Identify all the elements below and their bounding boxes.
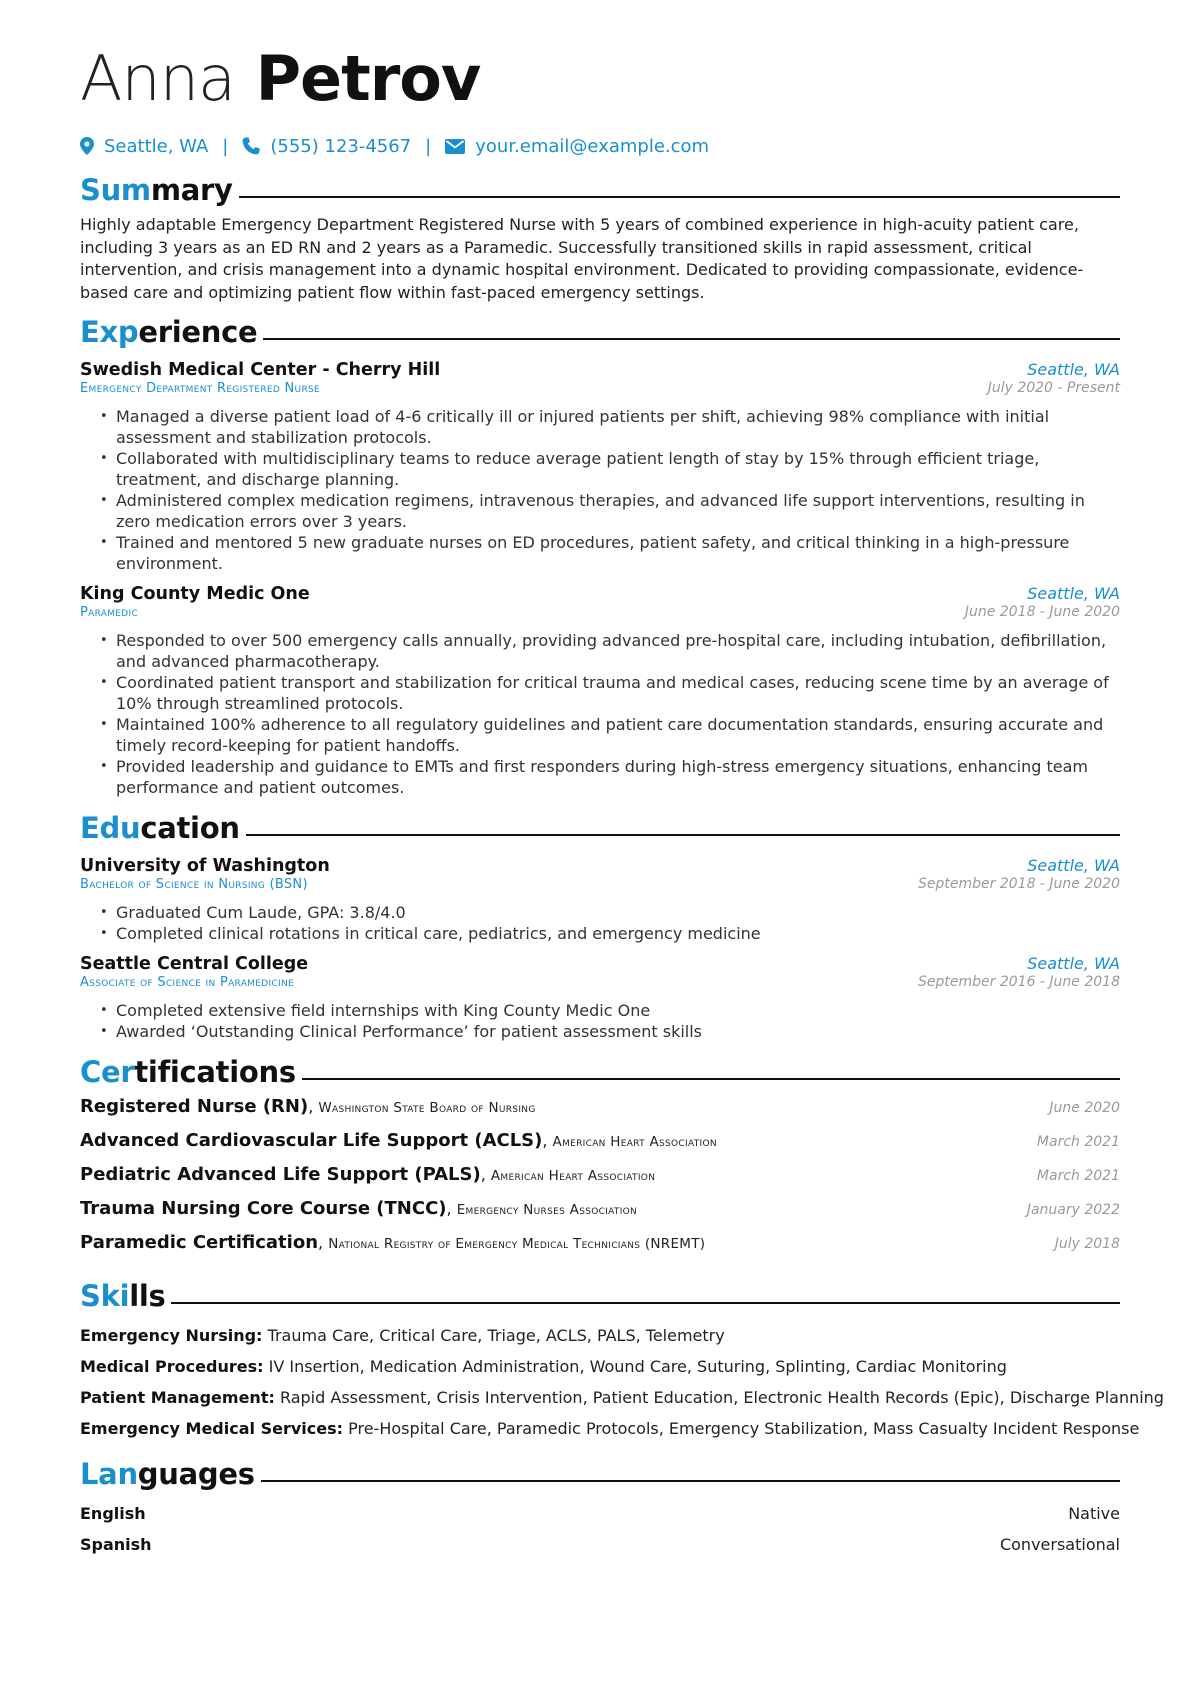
school-name: University of Washington bbox=[80, 856, 330, 876]
skill-row bbox=[80, 1413, 1140, 1444]
skill-row bbox=[80, 1351, 1120, 1382]
experience-heading bbox=[80, 312, 1120, 352]
list-item: • Completed extensive field internships with King County Medic One bbox=[116, 1000, 1120, 1021]
language-level: Conversational bbox=[999, 1535, 1120, 1554]
email-contact[interactable] bbox=[445, 136, 709, 157]
cert-date: June 2020 bbox=[1049, 1100, 1120, 1116]
cert-date: January 2022 bbox=[1026, 1202, 1120, 1218]
job-title: Paramedic bbox=[80, 605, 139, 620]
bullet-list bbox=[80, 630, 1120, 798]
last-name: Petrov bbox=[255, 42, 481, 115]
cert-name: Registered Nurse (RN) bbox=[80, 1096, 309, 1117]
candidate-name bbox=[80, 40, 1120, 118]
job-title: Emergency Department Registered Nurse bbox=[80, 381, 320, 396]
first-name: Anna bbox=[80, 42, 235, 115]
certification-item: Pediatric Advanced Life Support (PALS), American Heart Association March 2021 bbox=[80, 1164, 1120, 1185]
cert-issuer: American Heart Association bbox=[490, 1168, 656, 1184]
section-title: Certifications bbox=[80, 1055, 296, 1089]
section-rule bbox=[246, 834, 1120, 836]
list-item: • Responded to over 500 emergency calls annually, providing advanced pre-hospital care, including intubation, defibrillation, and advanced pharmacotherapy. bbox=[116, 630, 1120, 672]
list-item: • Completed clinical rotations in critical care, pediatrics, and emergency medicine bbox=[116, 923, 1120, 944]
skill-values: IV Insertion, Medication Administration, Wound Care, Suturing, Splinting, Cardiac Monitoring bbox=[268, 1357, 1007, 1376]
cert-name: Advanced Cardiovascular Life Support (ACLS) bbox=[80, 1130, 543, 1151]
certification-item: Advanced Cardiovascular Life Support (ACLS), American Heart Association March 2021 bbox=[80, 1130, 1120, 1151]
contact-separator: | bbox=[425, 135, 432, 157]
section-rule bbox=[302, 1078, 1120, 1080]
language-level: Native bbox=[1068, 1504, 1120, 1523]
skill-row bbox=[80, 1320, 1120, 1351]
education-entry bbox=[80, 856, 1120, 944]
skills-list bbox=[80, 1320, 1164, 1444]
list-item: • Administered complex medication regimens, intravenous therapies, and advanced life support interventions, resulting in zero medication errors over 3 years. bbox=[116, 490, 1120, 532]
cert-date: July 2018 bbox=[1054, 1236, 1120, 1252]
experience-entry bbox=[80, 584, 1120, 798]
section-rule bbox=[263, 338, 1120, 340]
cert-issuer: Emergency Nurses Association bbox=[456, 1202, 638, 1218]
school-name: Seattle Central College bbox=[80, 954, 309, 974]
certification-item: Trauma Nursing Core Course (TNCC), Emergency Nurses Association January 2022 bbox=[80, 1198, 1120, 1219]
cert-name: Paramedic Certification bbox=[80, 1232, 319, 1253]
language-row bbox=[80, 1498, 1120, 1529]
list-item: • Trained and mentored 5 new graduate nurses on ED procedures, patient safety, and critical thinking in a high-pressure environment. bbox=[116, 532, 1120, 574]
cert-issuer: National Registry of Emergency Medical Technicians (NREMT) bbox=[328, 1236, 706, 1252]
certification-item: Paramedic Certification, National Registry of Emergency Medical Technicians (NREMT) July 2018 bbox=[80, 1232, 1120, 1253]
list-item: • Collaborated with multidisciplinary teams to reduce average patient length of stay by 15% through efficient triage, treatment, and discharge planning. bbox=[116, 448, 1120, 490]
section-rule bbox=[171, 1302, 1120, 1304]
envelope-icon bbox=[445, 139, 465, 154]
certification-item: Registered Nurse (RN), Washington State Board of Nursing June 2020 bbox=[80, 1096, 1120, 1117]
section-title: Summary bbox=[80, 173, 233, 207]
entry-date: July 2020 - Present bbox=[987, 380, 1120, 396]
entry-date: June 2018 - June 2020 bbox=[964, 604, 1120, 620]
degree: Associate of Science in Paramedicine bbox=[80, 975, 294, 990]
languages-heading bbox=[80, 1454, 1120, 1494]
entry-location: Seattle, WA bbox=[1027, 360, 1120, 379]
language-name: Spanish bbox=[80, 1535, 152, 1554]
education-heading bbox=[80, 808, 1120, 848]
skills-heading bbox=[80, 1276, 1120, 1316]
cert-name: Trauma Nursing Core Course (TNCC) bbox=[80, 1198, 447, 1219]
summary-text: Highly adaptable Emergency Department Registered Nurse with 5 years of combined experience in high-acuity patient care, including 3 years as an ED RN and 2 years as a Paramedic. Successfully transitioned skills in rapid assessment, critical intervention, and crisis management into a dynamic hospital environment. Dedicated to providing compassionate, evidence-based care and optimizing patient flow within fast-paced emergency settings. bbox=[80, 215, 1084, 302]
employer-name: King County Medic One bbox=[80, 584, 310, 604]
entry-date: September 2016 - June 2018 bbox=[918, 974, 1120, 990]
cert-name: Pediatric Advanced Life Support (PALS) bbox=[80, 1164, 481, 1185]
entry-date: September 2018 - June 2020 bbox=[918, 876, 1120, 892]
language-row bbox=[80, 1529, 1120, 1560]
employer-name: Swedish Medical Center - Cherry Hill bbox=[80, 360, 441, 380]
entry-location: Seattle, WA bbox=[1027, 856, 1120, 875]
list-item: • Awarded ‘Outstanding Clinical Performance’ for patient assessment skills bbox=[116, 1021, 1120, 1042]
cert-date: March 2021 bbox=[1036, 1134, 1120, 1150]
location-contact bbox=[80, 136, 208, 157]
contact-separator: | bbox=[222, 135, 229, 157]
phone-text: (555) 123-4567 bbox=[270, 135, 412, 157]
summary-heading bbox=[80, 170, 1120, 210]
skill-category: Emergency Nursing: bbox=[80, 1326, 263, 1345]
skill-values: Trauma Care, Critical Care, Triage, ACLS, PALS, Telemetry bbox=[267, 1326, 725, 1345]
section-title: Experience bbox=[80, 315, 258, 349]
list-item: • Graduated Cum Laude, GPA: 3.8/4.0 bbox=[116, 902, 1120, 923]
skill-values: Rapid Assessment, Crisis Intervention, Patient Education, Electronic Health Records (Epic), Discharge Planning bbox=[279, 1388, 1164, 1407]
certification-list bbox=[80, 1096, 1120, 1266]
phone-contact[interactable] bbox=[242, 136, 411, 157]
bullet-list bbox=[80, 406, 1120, 574]
list-item: • Maintained 100% adherence to all regulatory guidelines and patient care documentation standards, ensuring accurate and timely record-keeping for patient handoffs. bbox=[116, 714, 1120, 756]
skill-values: Pre-Hospital Care, Paramedic Protocols, Emergency Stabilization, Mass Casualty Incident Response bbox=[348, 1419, 1140, 1438]
language-name: English bbox=[80, 1504, 146, 1523]
cert-issuer: American Heart Association bbox=[552, 1134, 717, 1150]
section-rule bbox=[261, 1480, 1120, 1482]
skill-category: Patient Management: bbox=[80, 1388, 275, 1407]
contact-info bbox=[80, 132, 1120, 160]
cert-issuer: Washington State Board of Nursing bbox=[318, 1100, 536, 1116]
skill-category: Medical Procedures: bbox=[80, 1357, 264, 1376]
section-title: Languages bbox=[80, 1457, 255, 1491]
skill-row bbox=[80, 1382, 1164, 1413]
degree: Bachelor of Science in Nursing (BSN) bbox=[80, 877, 308, 892]
cert-date: March 2021 bbox=[1036, 1168, 1120, 1184]
section-title: Skills bbox=[80, 1279, 166, 1313]
section-title: Education bbox=[80, 811, 240, 845]
languages-list bbox=[80, 1498, 1120, 1560]
list-item: • Managed a diverse patient load of 4-6 critically ill or injured patients per shift, achieving 98% compliance with initial assessment and stabilization protocols. bbox=[116, 406, 1120, 448]
experience-entry bbox=[80, 360, 1120, 574]
skill-category: Emergency Medical Services: bbox=[80, 1419, 344, 1438]
phone-icon bbox=[242, 137, 260, 155]
bullet-list bbox=[80, 902, 1120, 944]
section-rule bbox=[239, 196, 1120, 198]
certifications-heading bbox=[80, 1052, 1120, 1092]
resume-page bbox=[80, 40, 1164, 1560]
list-item: • Provided leadership and guidance to EMTs and first responders during high-stress emergency situations, enhancing team performance and patient outcomes. bbox=[116, 756, 1120, 798]
email-text: your.email@example.com bbox=[475, 135, 710, 157]
education-entry bbox=[80, 954, 1120, 1042]
list-item: • Coordinated patient transport and stabilization for critical trauma and medical cases, reducing scene time by an average of 10% through streamlined protocols. bbox=[116, 672, 1120, 714]
map-pin-icon bbox=[80, 137, 94, 155]
location-text: Seattle, WA bbox=[104, 135, 209, 157]
entry-location: Seattle, WA bbox=[1027, 584, 1120, 603]
entry-location: Seattle, WA bbox=[1027, 954, 1120, 973]
bullet-list bbox=[80, 1000, 1120, 1042]
